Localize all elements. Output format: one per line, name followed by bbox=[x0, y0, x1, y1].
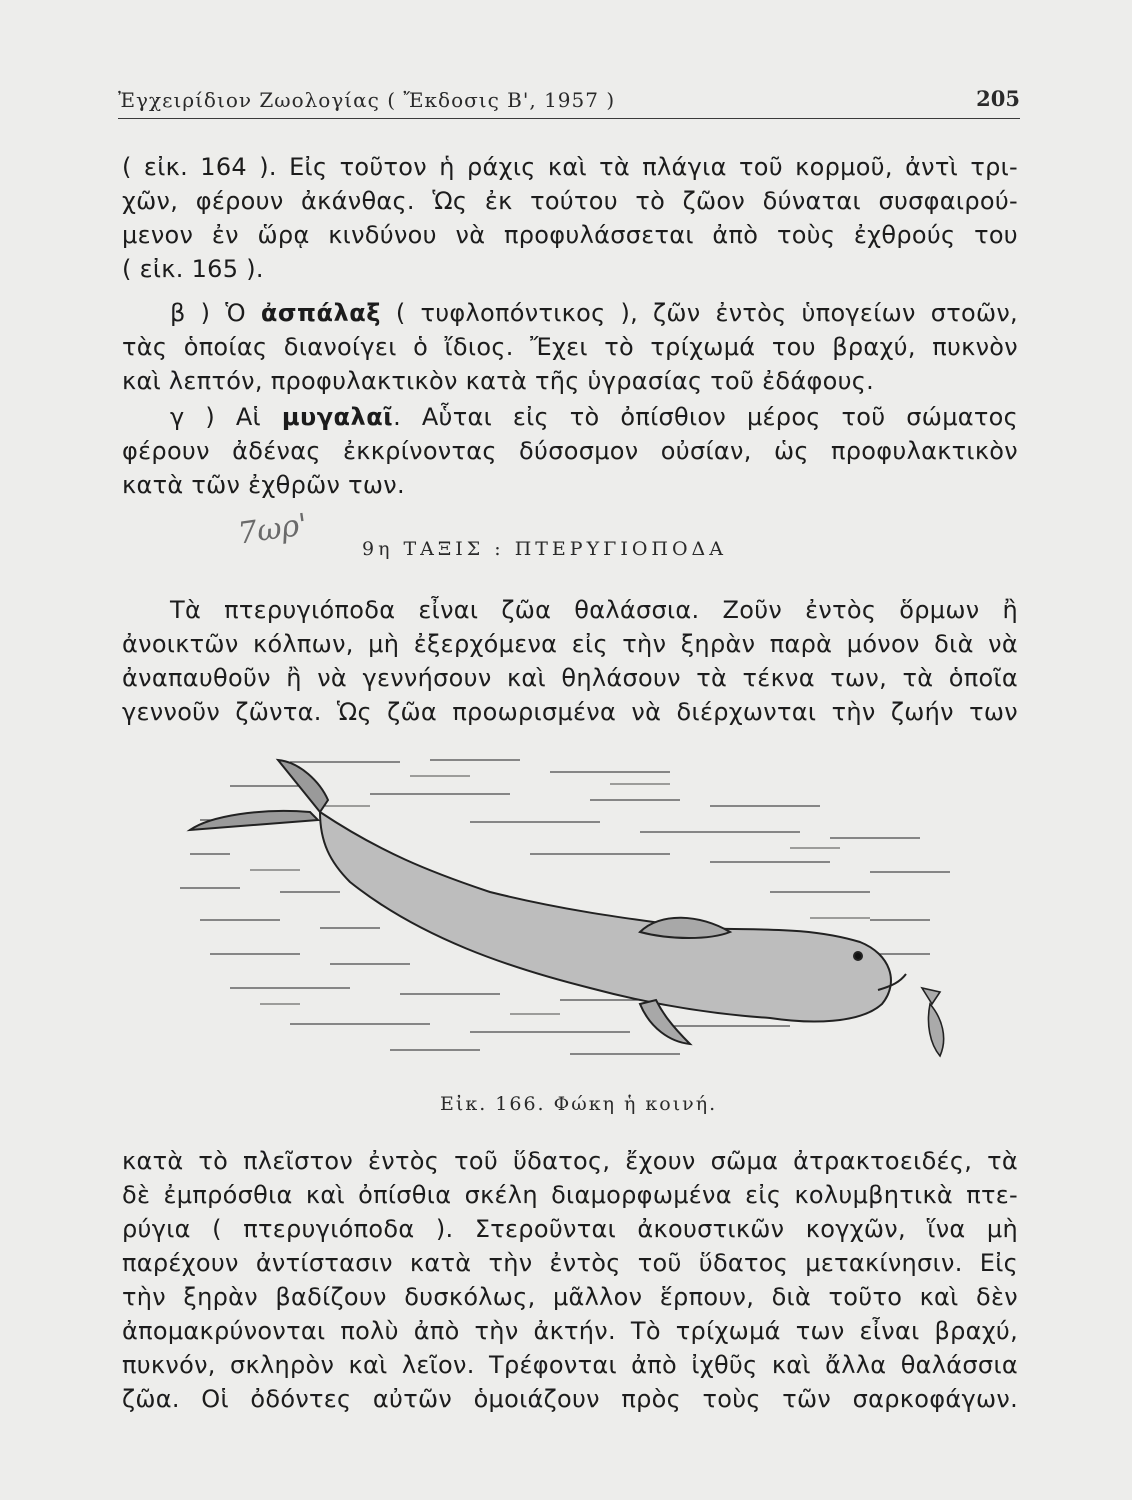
seal-illustration bbox=[170, 742, 970, 1062]
text-line: πυκνόν, σκληρὸν καὶ λεῖον. Τρέφονται ἀπὸ ἰχθῦς καὶ ἄλλα θαλάσσια bbox=[122, 1351, 1018, 1379]
line-rest: . Αὗται εἰς τὸ ὀπίσθιον μέρος τοῦ σώματος bbox=[393, 403, 1018, 431]
page-number: 205 bbox=[976, 86, 1020, 111]
paragraph-shrews bbox=[122, 400, 1018, 502]
text-line: ρύγια ( πτερυγιόποδα ). Στεροῦνται ἀκουστικῶν κογχῶν, ἵνα μὴ bbox=[122, 1215, 1018, 1243]
item-lead: γ ) Αἱ bbox=[170, 403, 282, 431]
text-line: ἀναπαυθοῦν ἢ νὰ γεννήσουν καὶ θηλάσουν τὰ τέκνα των, τὰ ὁποῖα bbox=[122, 664, 1018, 692]
text-line: καὶ λεπτόν, προφυλακτικὸν κατὰ τῆς ὑγρασίας τοῦ ἐδάφους. bbox=[122, 367, 875, 395]
handwritten-margin-note: 7ωρ' bbox=[235, 507, 310, 552]
text-line: παρέχουν ἀντίστασιν κατὰ τὴν ἐντὸς τοῦ ὕδατος μετακίνησιν. Εἰς bbox=[122, 1249, 1018, 1277]
text-line: ζῶα. Οἱ ὀδόντες αὐτῶν ὁμοιάζουν πρὸς τοὺς τῶν σαρκοφάγων. bbox=[122, 1385, 1018, 1413]
text-line: τὰς ὁποίας διανοίγει ὁ ἴδιος. Ἔχει τὸ τρίχωμά του βραχύ, πυκνὸν bbox=[122, 333, 1018, 361]
paragraph-mole bbox=[122, 296, 1018, 398]
figure-caption: Εἰκ. 166. Φώκη ἡ κοινή. bbox=[440, 1093, 718, 1115]
paragraph-hedgehog bbox=[122, 150, 1018, 286]
text-line: Τὰ πτερυγιόποδα εἶναι ζῶα θαλάσσια. Ζοῦν ἐντὸς ὅρμων ἢ bbox=[170, 596, 1018, 624]
text-line: τὴν ξηρὰν βαδίζουν δυσκόλως, μᾶλλον ἕρπουν, διὰ τοῦτο καὶ δὲν bbox=[122, 1283, 1018, 1311]
term-mole: ἀσπάλαξ bbox=[260, 299, 381, 327]
paragraph-pinnipeds-intro bbox=[122, 593, 1018, 729]
text-line: ( εἰκ. 165 ). bbox=[122, 255, 264, 283]
text-line: φέρουν ἀδένας ἐκκρίνοντας δύσοσμον οὐσίαν, ὡς προφυλακτικὸν bbox=[122, 437, 1018, 465]
running-title: Ἐγχειρίδιον Ζωολογίας ( Ἔκδοσις Β', 1957 ) bbox=[118, 88, 616, 112]
text-line: κατὰ τῶν ἐχθρῶν των. bbox=[122, 471, 405, 499]
text-line bbox=[122, 296, 1018, 330]
text-line: γεννοῦν ζῶντα. Ὡς ζῶα προωρισμένα νὰ διέρχωνται τὴν ζωήν των bbox=[122, 698, 1018, 726]
text-line: χῶν, φέρουν ἀκάνθας. Ὡς ἐκ τούτου τὸ ζῶον δύναται συσφαιρού- bbox=[122, 187, 1018, 215]
text-line: κατὰ τὸ πλεῖστον ἐντὸς τοῦ ὕδατος, ἔχουν σῶμα ἀτρακτοειδές, τὰ bbox=[122, 1147, 1018, 1175]
item-lead: β ) Ὁ bbox=[170, 299, 261, 327]
seal-body bbox=[190, 760, 906, 1044]
text-line: μενον ἐν ὥρᾳ κινδύνου νὰ προφυλάσσεται ἀπὸ τοὺς ἐχθρούς του bbox=[122, 221, 1018, 249]
fish bbox=[922, 988, 944, 1056]
running-header bbox=[118, 84, 1020, 119]
line-rest: ( τυφλοπόντικος ), ζῶν ἐντὸς ὑπογείων στοῶν, bbox=[380, 299, 1018, 327]
paragraph-pinnipeds-body bbox=[122, 1144, 1018, 1416]
text-line: ἀπομακρύνονται πολὺ ἀπὸ τὴν ἀκτήν. Τὸ τρίχωμά των εἶναι βραχύ, bbox=[122, 1317, 1018, 1345]
text-line bbox=[122, 400, 1018, 434]
text-line: ( εἰκ. 164 ). Εἰς τοῦτον ἡ ράχις καὶ τὰ πλάγια τοῦ κορμοῦ, ἀντὶ τρι- bbox=[122, 153, 1018, 181]
section-heading: 9η ΤΑΞΙΣ : ΠΤΕΡΥΓΙΟΠΟΔΑ bbox=[362, 538, 727, 560]
text-line: δὲ ἐμπρόσθια καὶ ὀπίσθια σκέλη διαμορφωμένα εἰς κολυμβητικὰ πτε- bbox=[122, 1181, 1018, 1209]
term-shrews: μυγαλαῖ bbox=[281, 403, 394, 431]
text-line: ἀνοικτῶν κόλπων, μὴ ἐξερχόμενα εἰς τὴν ξηρὰν παρὰ μόνον διὰ νὰ bbox=[122, 630, 1018, 658]
